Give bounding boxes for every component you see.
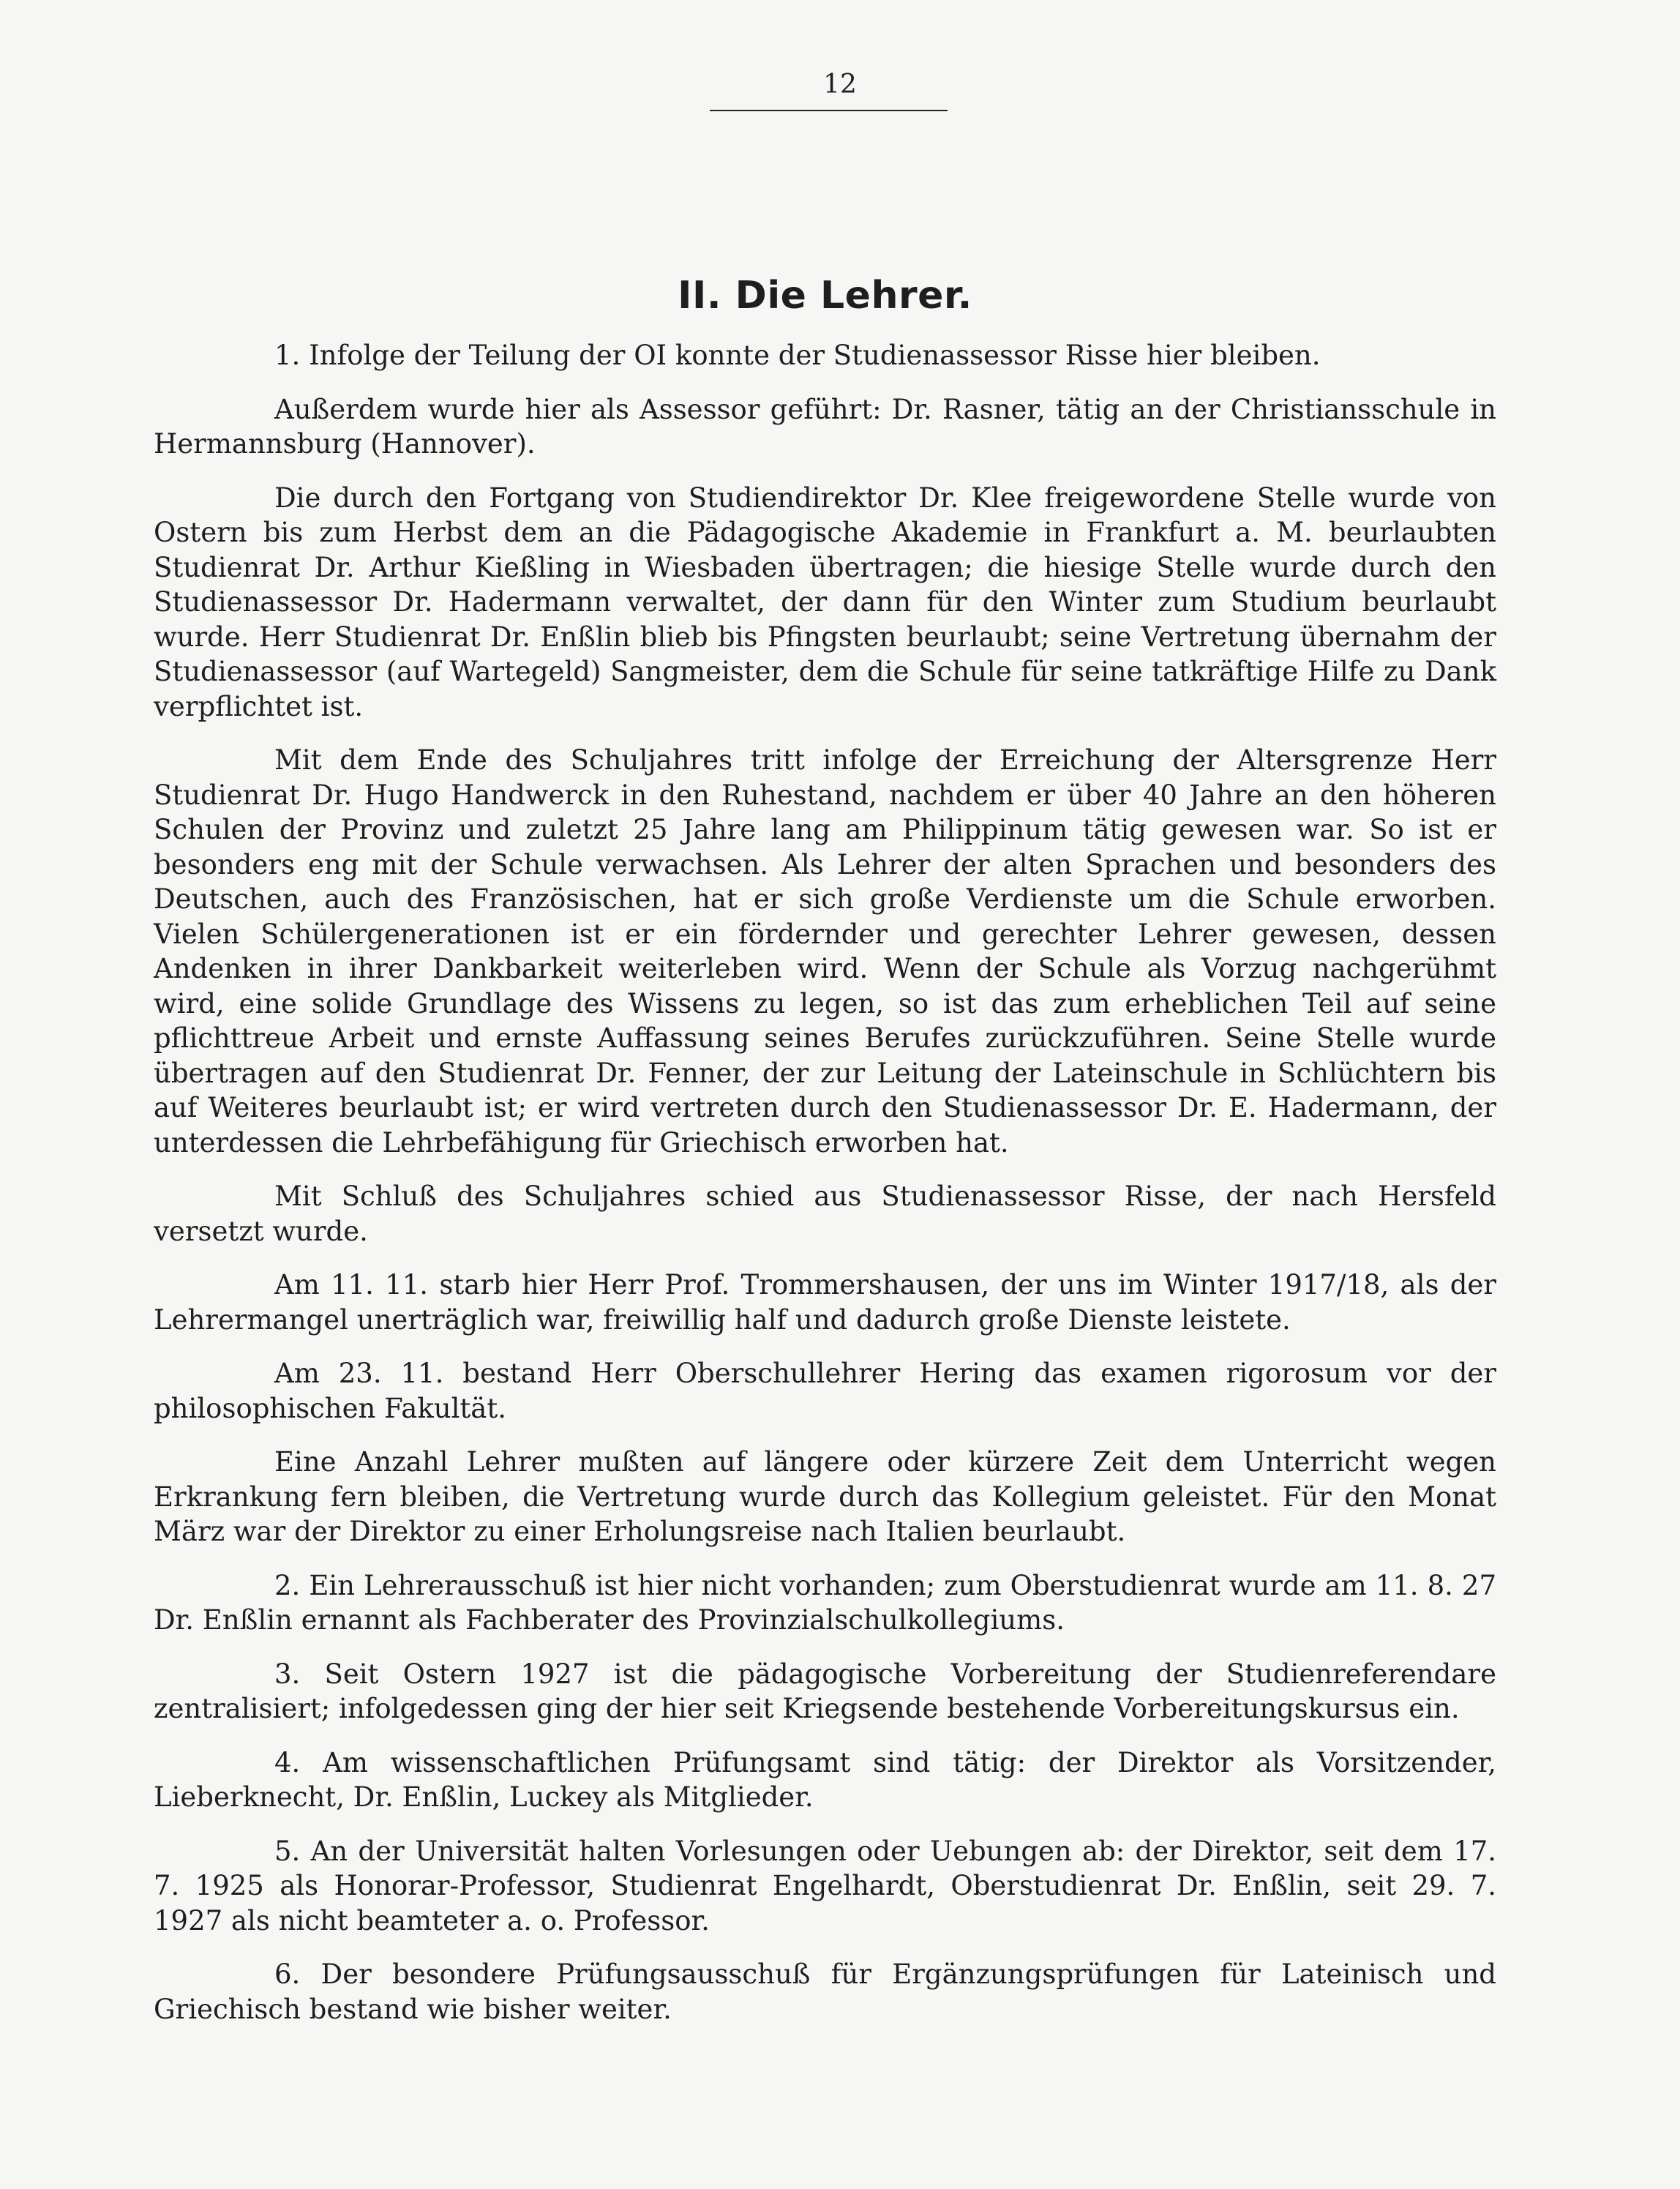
paragraph-7: Am 23. 11. bestand Herr Oberschullehrer Hering das examen rigorosum vor der philosophischen Fakultät. (154, 1358, 1496, 1424)
paragraph-10: 3. Seit Ostern 1927 ist die pädagogische Vorbereitung der Studienreferendare zentralisiert; infolgedessen ging der hier seit Kriegsende bestehende Vorbereitungskursus ein. (154, 1658, 1496, 1724)
paragraph-3: Die durch den Fortgang von Studiendirektor Dr. Klee freigewordene Stelle wurde von Ostern bis zum Herbst dem an die Pädagogische Akademie in Frankfurt a. M. beurlaubten Studienrat Dr. Arthur Kießling in Wiesbaden übertragen; die hiesige Stelle wurde durch den Studienassessor Dr. Hadermann verwaltet, der dann für den Winter zum Studium beurlaubt wurde. Herr Studienrat Dr. Enßlin blieb bis Pfingsten beurlaubt; seine Vertretung übernahm der Studienassessor (auf Wartegeld) Sangmeister, dem die Schule für seine tatkräftige Hilfe zu Dank verpflichtet ist. (154, 482, 1496, 722)
paragraph-12: 5. An der Universität halten Vorlesungen oder Uebungen ab: der Direktor, seit dem 17. 7. 1925 als Honorar-Professor, Studienrat Engelhardt, Oberstudienrat Dr. Enßlin, seit 29. 7. 1927 als nicht beamteter a. o. Professor. (154, 1835, 1496, 1937)
paragraph-4: Mit dem Ende des Schuljahres tritt infolge der Erreichung der Altersgrenze Herr Studienrat Dr. Hugo Handwerck in den Ruhestand, nachdem er über 40 Jahre an den höheren Schulen der Provinz und zuletzt 25 Jahre lang am Philippinum tätig gewesen war. So ist er besonders eng mit der Schule verwachsen. Als Lehrer der alten Sprachen und besonders des Deutschen, auch des Französischen, hat er sich große Verdienste um die Schule erworben. Vielen Schülergenerationen ist er ein fördernder und gerechter Lehrer gewesen, dessen Andenken in ihrer Dankbarkeit weiterleben wird. Wenn der Schule als Vorzug nachgerühmt wird, eine solide Grundlage des Wissens zu legen, so ist das zum erheblichen Teil auf seine pflichttreue Arbeit und ernste Auffassung seines Berufes zurückzuführen. Seine Stelle wurde übertragen auf den Studienrat Dr. Fenner, der zur Leitung der Lateinschule in Schlüchtern bis auf Weiteres beurlaubt ist; er wird vertreten durch den Studienassessor Dr. E. Hadermann, der unterdessen die Lehrbefähigung für Griechisch erworben hat. (154, 744, 1496, 1159)
paragraph-11: 4. Am wissenschaftlichen Prüfungsamt sind tätig: der Direktor als Vorsitzender, Lieberknecht, Dr. Enßlin, Luckey als Mitglieder. (154, 1746, 1496, 1813)
paragraph-13: 6. Der besondere Prüfungsausschuß für Ergänzungsprüfungen für Lateinisch und Griechisch bestand wie bisher weiter. (154, 1958, 1496, 2025)
page-number: 12 (823, 70, 857, 100)
paragraph-9: 2. Ein Lehrerausschuß ist hier nicht vorhanden; zum Oberstudienrat wurde am 11. 8. 27 Dr. Enßlin ernannt als Fachberater des Provinzialschulkollegiums. (154, 1569, 1496, 1636)
paragraph-2: Außerdem wurde hier als Assessor geführt: Dr. Rasner, tätig an der Christiansschule in Hermannsburg (Hannover). (154, 393, 1496, 460)
paragraph-1: 1. Infolge der Teilung der OI konnte der Studienassessor Risse hier bleiben. (274, 340, 1321, 371)
paragraph-6: Am 11. 11. starb hier Herr Prof. Trommershausen, der uns im Winter 1917/18, als der Lehrermangel unerträglich war, freiwillig half und dadurch große Dienste leistete. (154, 1269, 1496, 1336)
chapter-title: II. Die Lehrer. (678, 274, 972, 318)
page-number-rule (710, 110, 948, 111)
paragraph-8: Eine Anzahl Lehrer mußten auf längere oder kürzere Zeit dem Unterricht wegen Erkrankung fern bleiben, die Vertretung wurde durch das Kollegium geleistet. Für den Monat März war der Direktor zu einer Erholungsreise nach Italien beurlaubt. (154, 1446, 1496, 1547)
paragraph-5: Mit Schluß des Schuljahres schied aus Studienassessor Risse, der nach Hersfeld versetzt wurde. (154, 1180, 1496, 1247)
page-body (154, 272, 1496, 2046)
